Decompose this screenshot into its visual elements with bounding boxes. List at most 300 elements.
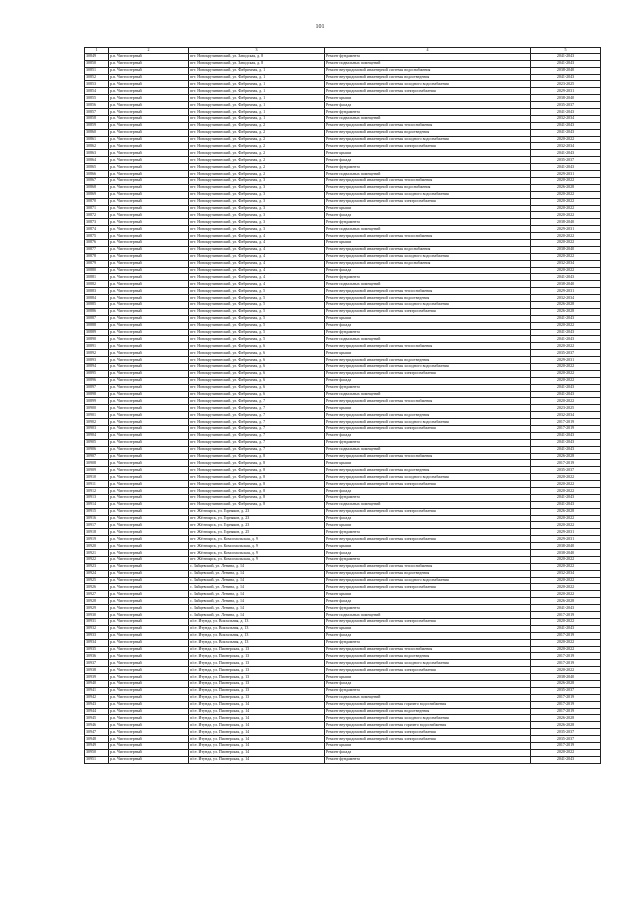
cell-address: п/ст. Итунда, ул. Пионерская, д. 14 [189, 756, 325, 763]
cell-address: п/ст. Итунда, ул. Пионерская, д. 14 [189, 742, 325, 749]
cell-period: 2035-2037 [531, 102, 601, 109]
cell-municipality: р.п. Чистоозерный [109, 467, 189, 474]
cell-address: пгт. Новокручининский, ул. Фабричная, д. 7 [189, 412, 325, 419]
cell-address: пгт. Новокручининский, ул. Фабричная, д. 8 [189, 494, 325, 501]
cell-work-type: Ремонт фасада [325, 515, 531, 522]
table-row [85, 453, 601, 460]
cell-address: пгт. Новокручининский, ул. Фабричная, д. 4 [189, 260, 325, 267]
cell-number: 30909 [85, 467, 109, 474]
cell-municipality: р.п. Чистоозерный [109, 694, 189, 701]
cell-period: 2020-2022 [531, 749, 601, 756]
cell-municipality: р.п. Чистоозерный [109, 736, 189, 743]
table-row [85, 315, 601, 322]
table-row [85, 667, 601, 674]
cell-work-type: Ремонт фасада [325, 212, 531, 219]
cell-period: 2029-2031 [531, 226, 601, 233]
cell-number: 30887 [85, 315, 109, 322]
cell-work-type: Ремонт внутридомовой инженерной системы водоотведения [325, 467, 531, 474]
cell-address: пгт. Новокручининский, ул. Фабричная, д. 7 [189, 439, 325, 446]
table-row [85, 488, 601, 495]
cell-number: 30912 [85, 488, 109, 495]
cell-address: пгт. Новокручининский, ул. Фабричная, д. 3 [189, 219, 325, 226]
cell-work-type: Ремонт внутридомовой инженерной системы горячего водоснабжения [325, 701, 531, 708]
cell-number: 30936 [85, 653, 109, 660]
cell-period: 2020-2022 [531, 198, 601, 205]
cell-municipality: р.п. Чистоозерный [109, 742, 189, 749]
cell-work-type: Ремонт подвальных помещений [325, 501, 531, 508]
cell-address: п/ст. Итунда, ул. Пионерская, д. 14 [189, 749, 325, 756]
cell-municipality: р.п. Чистоозерный [109, 563, 189, 570]
cell-work-type: Ремонт внутридомовой инженерной системы электроснабжения [325, 536, 531, 543]
cell-period: 2032-2034 [531, 295, 601, 302]
cell-address: пгт. Новокручининский, ул. Фабричная, д. 4 [189, 281, 325, 288]
cell-work-type: Ремонт внутридомовой инженерной системы электроснабжения [325, 198, 531, 205]
cell-period: 2038-2040 [531, 67, 601, 74]
cell-work-type: Ремонт внутридомовой инженерной системы электроснабжения [325, 667, 531, 674]
cell-municipality: р.п. Чистоозерный [109, 102, 189, 109]
table-row [85, 301, 601, 308]
cell-period: 2020-2022 [531, 267, 601, 274]
cell-period: 2020-2022 [531, 515, 601, 522]
cell-address: п/ст. Итунда, ул. Вокзальная, д. 13 [189, 618, 325, 625]
cell-municipality: р.п. Чистоозерный [109, 191, 189, 198]
cell-work-type: Ремонт фундамента [325, 605, 531, 612]
cell-number: 30895 [85, 370, 109, 377]
cell-work-type: Ремонт внутридомовой инженерной системы теплоснабжения [325, 398, 531, 405]
cell-work-type: Ремонт фасада [325, 157, 531, 164]
cell-municipality: р.п. Чистоозерный [109, 522, 189, 529]
cell-work-type: Ремонт внутридомовой инженерной системы электроснабжения [325, 88, 531, 95]
cell-municipality: р.п. Чистоозерный [109, 653, 189, 660]
cell-period: 2041-2043 [531, 109, 601, 116]
cell-number: 30941 [85, 687, 109, 694]
cell-address: п/ст. Итунда, ул. Пионерская, д. 13 [189, 660, 325, 667]
cell-municipality: р.п. Чистоозерный [109, 322, 189, 329]
table-row [85, 184, 601, 191]
cell-address: п/ст. Итунда, ул. Вокзальная, д. 13 [189, 632, 325, 639]
cell-number: 30866 [85, 171, 109, 178]
table-row [85, 288, 601, 295]
cell-period: 2029-2031 [531, 88, 601, 95]
table-row [85, 570, 601, 577]
cell-address: пгт. Новокручининский, ул. Фабричная, д. 2 [189, 122, 325, 129]
cell-number: 30852 [85, 74, 109, 81]
cell-work-type: Ремонт крыши [325, 205, 531, 212]
cell-municipality: р.п. Чистоозерный [109, 632, 189, 639]
table-row [85, 460, 601, 467]
cell-period: 2026-2028 [531, 508, 601, 515]
cell-number: 30888 [85, 322, 109, 329]
cell-period: 2017-2019 [531, 708, 601, 715]
cell-number: 30908 [85, 460, 109, 467]
cell-period: 2020-2022 [531, 577, 601, 584]
cell-period: 2020-2022 [531, 591, 601, 598]
cell-number: 30899 [85, 398, 109, 405]
cell-number: 30916 [85, 515, 109, 522]
cell-work-type: Ремонт внутридомовой инженерной системы водоснабжения [325, 260, 531, 267]
cell-work-type: Ремонт внутридомовой инженерной системы водоотведения [325, 412, 531, 419]
table-row [85, 508, 601, 515]
cell-period: 2026-2028 [531, 598, 601, 605]
cell-address: п/ст. Итунда, ул. Пионерская, д. 14 [189, 736, 325, 743]
cell-work-type: Ремонт внутридомовой инженерной системы электроснабжения [325, 426, 531, 433]
cell-period: 2026-2028 [531, 680, 601, 687]
cell-address: с. Зайцевский, ул. Ленина, д. 14 [189, 605, 325, 612]
cell-number: 30874 [85, 226, 109, 233]
cell-period: 2020-2022 [531, 233, 601, 240]
cell-address: пгт. Новокручининский, ул. Фабричная, д. 5 [189, 315, 325, 322]
table-row [85, 308, 601, 315]
cell-municipality: р.п. Чистоозерный [109, 646, 189, 653]
cell-work-type: Ремонт фасада [325, 267, 531, 274]
table-row [85, 412, 601, 419]
column-header-period: 5 [531, 48, 601, 54]
cell-period: 2029-2031 [531, 171, 601, 178]
table-row [85, 74, 601, 81]
cell-municipality: р.п. Чистоозерный [109, 301, 189, 308]
cell-address: пгт. Новокручининский, ул. Фабричная, д. 8 [189, 453, 325, 460]
cell-municipality: р.п. Чистоозерный [109, 370, 189, 377]
cell-municipality: р.п. Чистоозерный [109, 460, 189, 467]
cell-municipality: р.п. Чистоозерный [109, 150, 189, 157]
cell-work-type: Ремонт внутридомовой инженерной системы теплоснабжения [325, 233, 531, 240]
cell-period: 2041-2043 [531, 605, 601, 612]
cell-number: 30878 [85, 253, 109, 260]
cell-municipality: р.п. Чистоозерный [109, 577, 189, 584]
cell-address: пгт. Новокручининский, ул. Фабричная, д. 6 [189, 350, 325, 357]
cell-address: пгт. Новокручининский, ул. Фабричная, д. 2 [189, 136, 325, 143]
register-table [84, 47, 601, 764]
cell-municipality: р.п. Чистоозерный [109, 136, 189, 143]
cell-period: 2035-2037 [531, 687, 601, 694]
cell-address: п/ст. Итунда, ул. Вокзальная, д. 13 [189, 639, 325, 646]
table-row [85, 157, 601, 164]
cell-work-type: Ремонт фасада [325, 488, 531, 495]
cell-municipality: р.п. Чистоозерный [109, 157, 189, 164]
cell-period: 2041-2043 [531, 625, 601, 632]
cell-period: 2020-2022 [531, 205, 601, 212]
cell-period: 2026-2028 [531, 308, 601, 315]
cell-address: пгт. Новокручининский, ул. Фабричная, д. 6 [189, 357, 325, 364]
cell-municipality: р.п. Чистоозерный [109, 474, 189, 481]
cell-address: п/ст. Итунда, ул. Пионерская, д. 14 [189, 708, 325, 715]
cell-period: 2023-2025 [531, 405, 601, 412]
cell-period: 2035-2037 [531, 467, 601, 474]
table-row [85, 253, 601, 260]
cell-number: 30931 [85, 618, 109, 625]
cell-number: 30929 [85, 605, 109, 612]
cell-work-type: Ремонт крыши [325, 150, 531, 157]
cell-work-type: Ремонт подвальных помещений [325, 694, 531, 701]
cell-period: 2020-2022 [531, 667, 601, 674]
table-row [85, 171, 601, 178]
table-row [85, 529, 601, 536]
cell-period: 2017-2019 [531, 694, 601, 701]
cell-number: 30892 [85, 350, 109, 357]
cell-municipality: р.п. Чистоозерный [109, 260, 189, 267]
cell-municipality: р.п. Чистоозерный [109, 488, 189, 495]
cell-work-type: Ремонт внутридомовой инженерной системы водоотведения [325, 74, 531, 81]
cell-number: 30907 [85, 453, 109, 460]
cell-period: 2029-2031 [531, 536, 601, 543]
cell-work-type: Ремонт фасада [325, 377, 531, 384]
cell-municipality: р.п. Чистоозерный [109, 288, 189, 295]
cell-number: 30876 [85, 239, 109, 246]
cell-municipality: р.п. Чистоозерный [109, 715, 189, 722]
cell-number: 30860 [85, 129, 109, 136]
cell-period: 2017-2019 [531, 426, 601, 433]
cell-period: 2020-2022 [531, 639, 601, 646]
cell-address: пгт. Новокручининский, ул. Фабричная, д. 3 [189, 191, 325, 198]
cell-municipality: р.п. Чистоозерный [109, 556, 189, 563]
column-header-address: 3 [189, 48, 325, 54]
cell-period: 2032-2034 [531, 412, 601, 419]
cell-address: пгт. Новокручининский, ул. Фабричная, д. 1 [189, 109, 325, 116]
cell-work-type: Ремонт внутридомовой инженерной системы электроснабжения [325, 370, 531, 377]
cell-period: 2035-2037 [531, 157, 601, 164]
cell-work-type: Ремонт внутридомовой инженерной системы водоотведения [325, 653, 531, 660]
cell-work-type: Ремонт внутридомовой инженерной системы холодного водоснабжения [325, 81, 531, 88]
table-row [85, 467, 601, 474]
cell-work-type: Ремонт внутридомовой инженерной системы теплоснабжения [325, 453, 531, 460]
cell-work-type: Ремонт фасада [325, 102, 531, 109]
cell-number: 30877 [85, 246, 109, 253]
cell-municipality: р.п. Чистоозерный [109, 267, 189, 274]
cell-work-type: Ремонт внутридомовой инженерной системы холодного водоснабжения [325, 419, 531, 426]
cell-address: пгт. Новокручининский, ул. Фабричная, д. 4 [189, 233, 325, 240]
cell-work-type: Ремонт фасада [325, 550, 531, 557]
table-row [85, 715, 601, 722]
table-row [85, 95, 601, 102]
table-row [85, 102, 601, 109]
cell-address: пгт. Новокручининский, ул. Заводская, д. 8 [189, 53, 325, 60]
table-row [85, 405, 601, 412]
cell-work-type: Ремонт внутридомовой инженерной системы водоотведения [325, 357, 531, 364]
cell-work-type: Ремонт внутридомовой инженерной системы водоотведения [325, 129, 531, 136]
cell-address: пгт. Новокручининский, ул. Фабричная, д. 6 [189, 343, 325, 350]
cell-period: 2026-2028 [531, 715, 601, 722]
table-row [85, 150, 601, 157]
cell-municipality: р.п. Чистоозерный [109, 412, 189, 419]
cell-municipality: р.п. Чистоозерный [109, 212, 189, 219]
cell-number: 30914 [85, 501, 109, 508]
cell-work-type: Ремонт внутридомовой инженерной системы холодного водоснабжения [325, 660, 531, 667]
table-row [85, 515, 601, 522]
cell-number: 30937 [85, 660, 109, 667]
table-row [85, 605, 601, 612]
cell-work-type: Ремонт внутридомовой инженерной системы водоотведения [325, 708, 531, 715]
cell-work-type: Ремонт крыши [325, 315, 531, 322]
cell-work-type: Ремонт подвальных помещений [325, 115, 531, 122]
cell-period: 2020-2022 [531, 398, 601, 405]
cell-work-type: Ремонт крыши [325, 625, 531, 632]
cell-number: 30896 [85, 377, 109, 384]
table-row [85, 481, 601, 488]
cell-municipality: р.п. Чистоозерный [109, 639, 189, 646]
cell-municipality: р.п. Чистоозерный [109, 722, 189, 729]
cell-address: п/ст. Итунда, ул. Пионерская, д. 13 [189, 646, 325, 653]
cell-address: пгт. Новокручининский, ул. Фабричная, д. 2 [189, 143, 325, 150]
cell-number: 30934 [85, 639, 109, 646]
cell-municipality: р.п. Чистоозерный [109, 612, 189, 619]
table-row [85, 205, 601, 212]
table-row [85, 639, 601, 646]
cell-period: 2020-2022 [531, 556, 601, 563]
cell-number: 30879 [85, 260, 109, 267]
cell-address: пгт. Новокручининский, ул. Заводская, д. 8 [189, 60, 325, 67]
cell-period: 2023-2025 [531, 81, 601, 88]
cell-number: 30932 [85, 625, 109, 632]
cell-period: 2041-2043 [531, 501, 601, 508]
cell-municipality: р.п. Чистоозерный [109, 95, 189, 102]
table-row [85, 756, 601, 763]
table-row [85, 295, 601, 302]
cell-municipality: р.п. Чистоозерный [109, 164, 189, 171]
cell-number: 30945 [85, 715, 109, 722]
cell-period: 2038-2040 [531, 281, 601, 288]
cell-address: пгт. Жёлтоярск, ул. Комсомольская, д. 9 [189, 556, 325, 563]
cell-period: 2020-2022 [531, 239, 601, 246]
cell-address: пгт. Новокручининский, ул. Фабричная, д. 5 [189, 295, 325, 302]
cell-number: 30940 [85, 680, 109, 687]
cell-address: с. Зайцевский, ул. Ленина, д. 14 [189, 598, 325, 605]
cell-period: 2020-2022 [531, 584, 601, 591]
cell-address: пгт. Новокручининский, ул. Фабричная, д. 8 [189, 460, 325, 467]
table-row [85, 501, 601, 508]
table-row [85, 426, 601, 433]
cell-address: пгт. Новокручининский, ул. Фабричная, д. 5 [189, 308, 325, 315]
cell-municipality: р.п. Чистоозерный [109, 384, 189, 391]
table-row [85, 729, 601, 736]
cell-address: пгт. Новокручининский, ул. Фабричная, д. 6 [189, 391, 325, 398]
table-row [85, 191, 601, 198]
cell-work-type: Ремонт внутридомовой инженерной системы электроснабжения [325, 584, 531, 591]
cell-number: 30906 [85, 446, 109, 453]
cell-number: 30871 [85, 205, 109, 212]
cell-number: 30911 [85, 481, 109, 488]
cell-number: 30863 [85, 150, 109, 157]
cell-municipality: р.п. Чистоозерный [109, 618, 189, 625]
cell-number: 30851 [85, 67, 109, 74]
cell-work-type: Ремонт фундамента [325, 756, 531, 763]
cell-work-type: Ремонт внутридомовой инженерной системы холодного водоснабжения [325, 577, 531, 584]
cell-address: пгт. Новокручининский, ул. Фабричная, д. 3 [189, 198, 325, 205]
cell-work-type: Ремонт внутридомовой инженерной системы холодного водоснабжения [325, 363, 531, 370]
cell-municipality: р.п. Чистоозерный [109, 281, 189, 288]
cell-period: 2038-2040 [531, 674, 601, 681]
cell-work-type: Ремонт фасада [325, 749, 531, 756]
table-row [85, 122, 601, 129]
cell-address: п/ст. Итунда, ул. Пионерская, д. 13 [189, 653, 325, 660]
cell-municipality: р.п. Чистоозерный [109, 246, 189, 253]
cell-work-type: Ремонт крыши [325, 350, 531, 357]
table-row [85, 674, 601, 681]
cell-work-type: Ремонт внутридомовой инженерной системы теплоснабжения [325, 288, 531, 295]
table-row [85, 246, 601, 253]
cell-period: 2041-2043 [531, 756, 601, 763]
cell-number: 30949 [85, 742, 109, 749]
cell-period: 2032-2034 [531, 260, 601, 267]
cell-number: 30926 [85, 584, 109, 591]
cell-address: пгт. Жёлтоярск, ул. Горняков, д. 23 [189, 522, 325, 529]
cell-number: 30859 [85, 122, 109, 129]
cell-work-type: Ремонт крыши [325, 543, 531, 550]
cell-municipality: р.п. Чистоозерный [109, 336, 189, 343]
cell-municipality: р.п. Чистоозерный [109, 501, 189, 508]
cell-municipality: р.п. Чистоозерный [109, 481, 189, 488]
cell-number: 30946 [85, 722, 109, 729]
cell-municipality: р.п. Чистоозерный [109, 239, 189, 246]
cell-work-type: Ремонт крыши [325, 591, 531, 598]
cell-period: 2020-2022 [531, 370, 601, 377]
cell-number: 30854 [85, 88, 109, 95]
cell-number: 30904 [85, 432, 109, 439]
cell-number: 30872 [85, 212, 109, 219]
cell-period: 2038-2040 [531, 219, 601, 226]
cell-municipality: р.п. Чистоозерный [109, 60, 189, 67]
cell-address: с. Зайцевский, ул. Ленина, д. 14 [189, 584, 325, 591]
table-row [85, 115, 601, 122]
cell-period: 2038-2040 [531, 246, 601, 253]
cell-municipality: р.п. Чистоозерный [109, 605, 189, 612]
cell-number: 30903 [85, 426, 109, 433]
column-header-municipality: 2 [109, 48, 189, 54]
cell-address: пгт. Жёлтоярск, ул. Горняков, д. 23 [189, 515, 325, 522]
table-row [85, 522, 601, 529]
cell-number: 30944 [85, 708, 109, 715]
cell-period: 2020-2022 [531, 212, 601, 219]
cell-period: 2032-2034 [531, 570, 601, 577]
cell-number: 30933 [85, 632, 109, 639]
cell-address: пгт. Новокручининский, ул. Фабричная, д. 6 [189, 370, 325, 377]
cell-number: 30921 [85, 550, 109, 557]
cell-municipality: р.п. Чистоозерный [109, 253, 189, 260]
cell-address: пгт. Новокручининский, ул. Фабричная, д. 6 [189, 377, 325, 384]
cell-number: 30856 [85, 102, 109, 109]
cell-work-type: Ремонт внутридомовой инженерной системы теплоснабжения [325, 343, 531, 350]
table-row [85, 357, 601, 364]
cell-address: пгт. Новокручининский, ул. Фабричная, д. 2 [189, 150, 325, 157]
table-row [85, 474, 601, 481]
cell-municipality: р.п. Чистоозерный [109, 233, 189, 240]
cell-municipality: р.п. Чистоозерный [109, 508, 189, 515]
cell-address: пгт. Новокручининский, ул. Фабричная, д. 1 [189, 81, 325, 88]
cell-municipality: р.п. Чистоозерный [109, 74, 189, 81]
cell-municipality: р.п. Чистоозерный [109, 708, 189, 715]
cell-period: 2041-2043 [531, 439, 601, 446]
table-row [85, 618, 601, 625]
cell-period: 2020-2022 [531, 488, 601, 495]
table-row [85, 577, 601, 584]
cell-work-type: Ремонт крыши [325, 405, 531, 412]
cell-work-type: Ремонт подвальных помещений [325, 336, 531, 343]
cell-work-type: Ремонт крыши [325, 674, 531, 681]
cell-municipality: р.п. Чистоозерный [109, 591, 189, 598]
table-row [85, 419, 601, 426]
table-row [85, 329, 601, 336]
cell-work-type: Ремонт внутридомовой инженерной системы водоснабжения [325, 184, 531, 191]
cell-number: 30849 [85, 53, 109, 60]
cell-number: 30884 [85, 295, 109, 302]
table-row [85, 598, 601, 605]
cell-number: 30910 [85, 474, 109, 481]
cell-municipality: р.п. Чистоозерный [109, 584, 189, 591]
cell-number: 30855 [85, 95, 109, 102]
cell-work-type: Ремонт фундамента [325, 219, 531, 226]
cell-address: пгт. Новокручининский, ул. Фабричная, д. 7 [189, 426, 325, 433]
cell-address: пгт. Новокручининский, ул. Фабричная, д. 1 [189, 67, 325, 74]
cell-municipality: р.п. Чистоозерный [109, 729, 189, 736]
